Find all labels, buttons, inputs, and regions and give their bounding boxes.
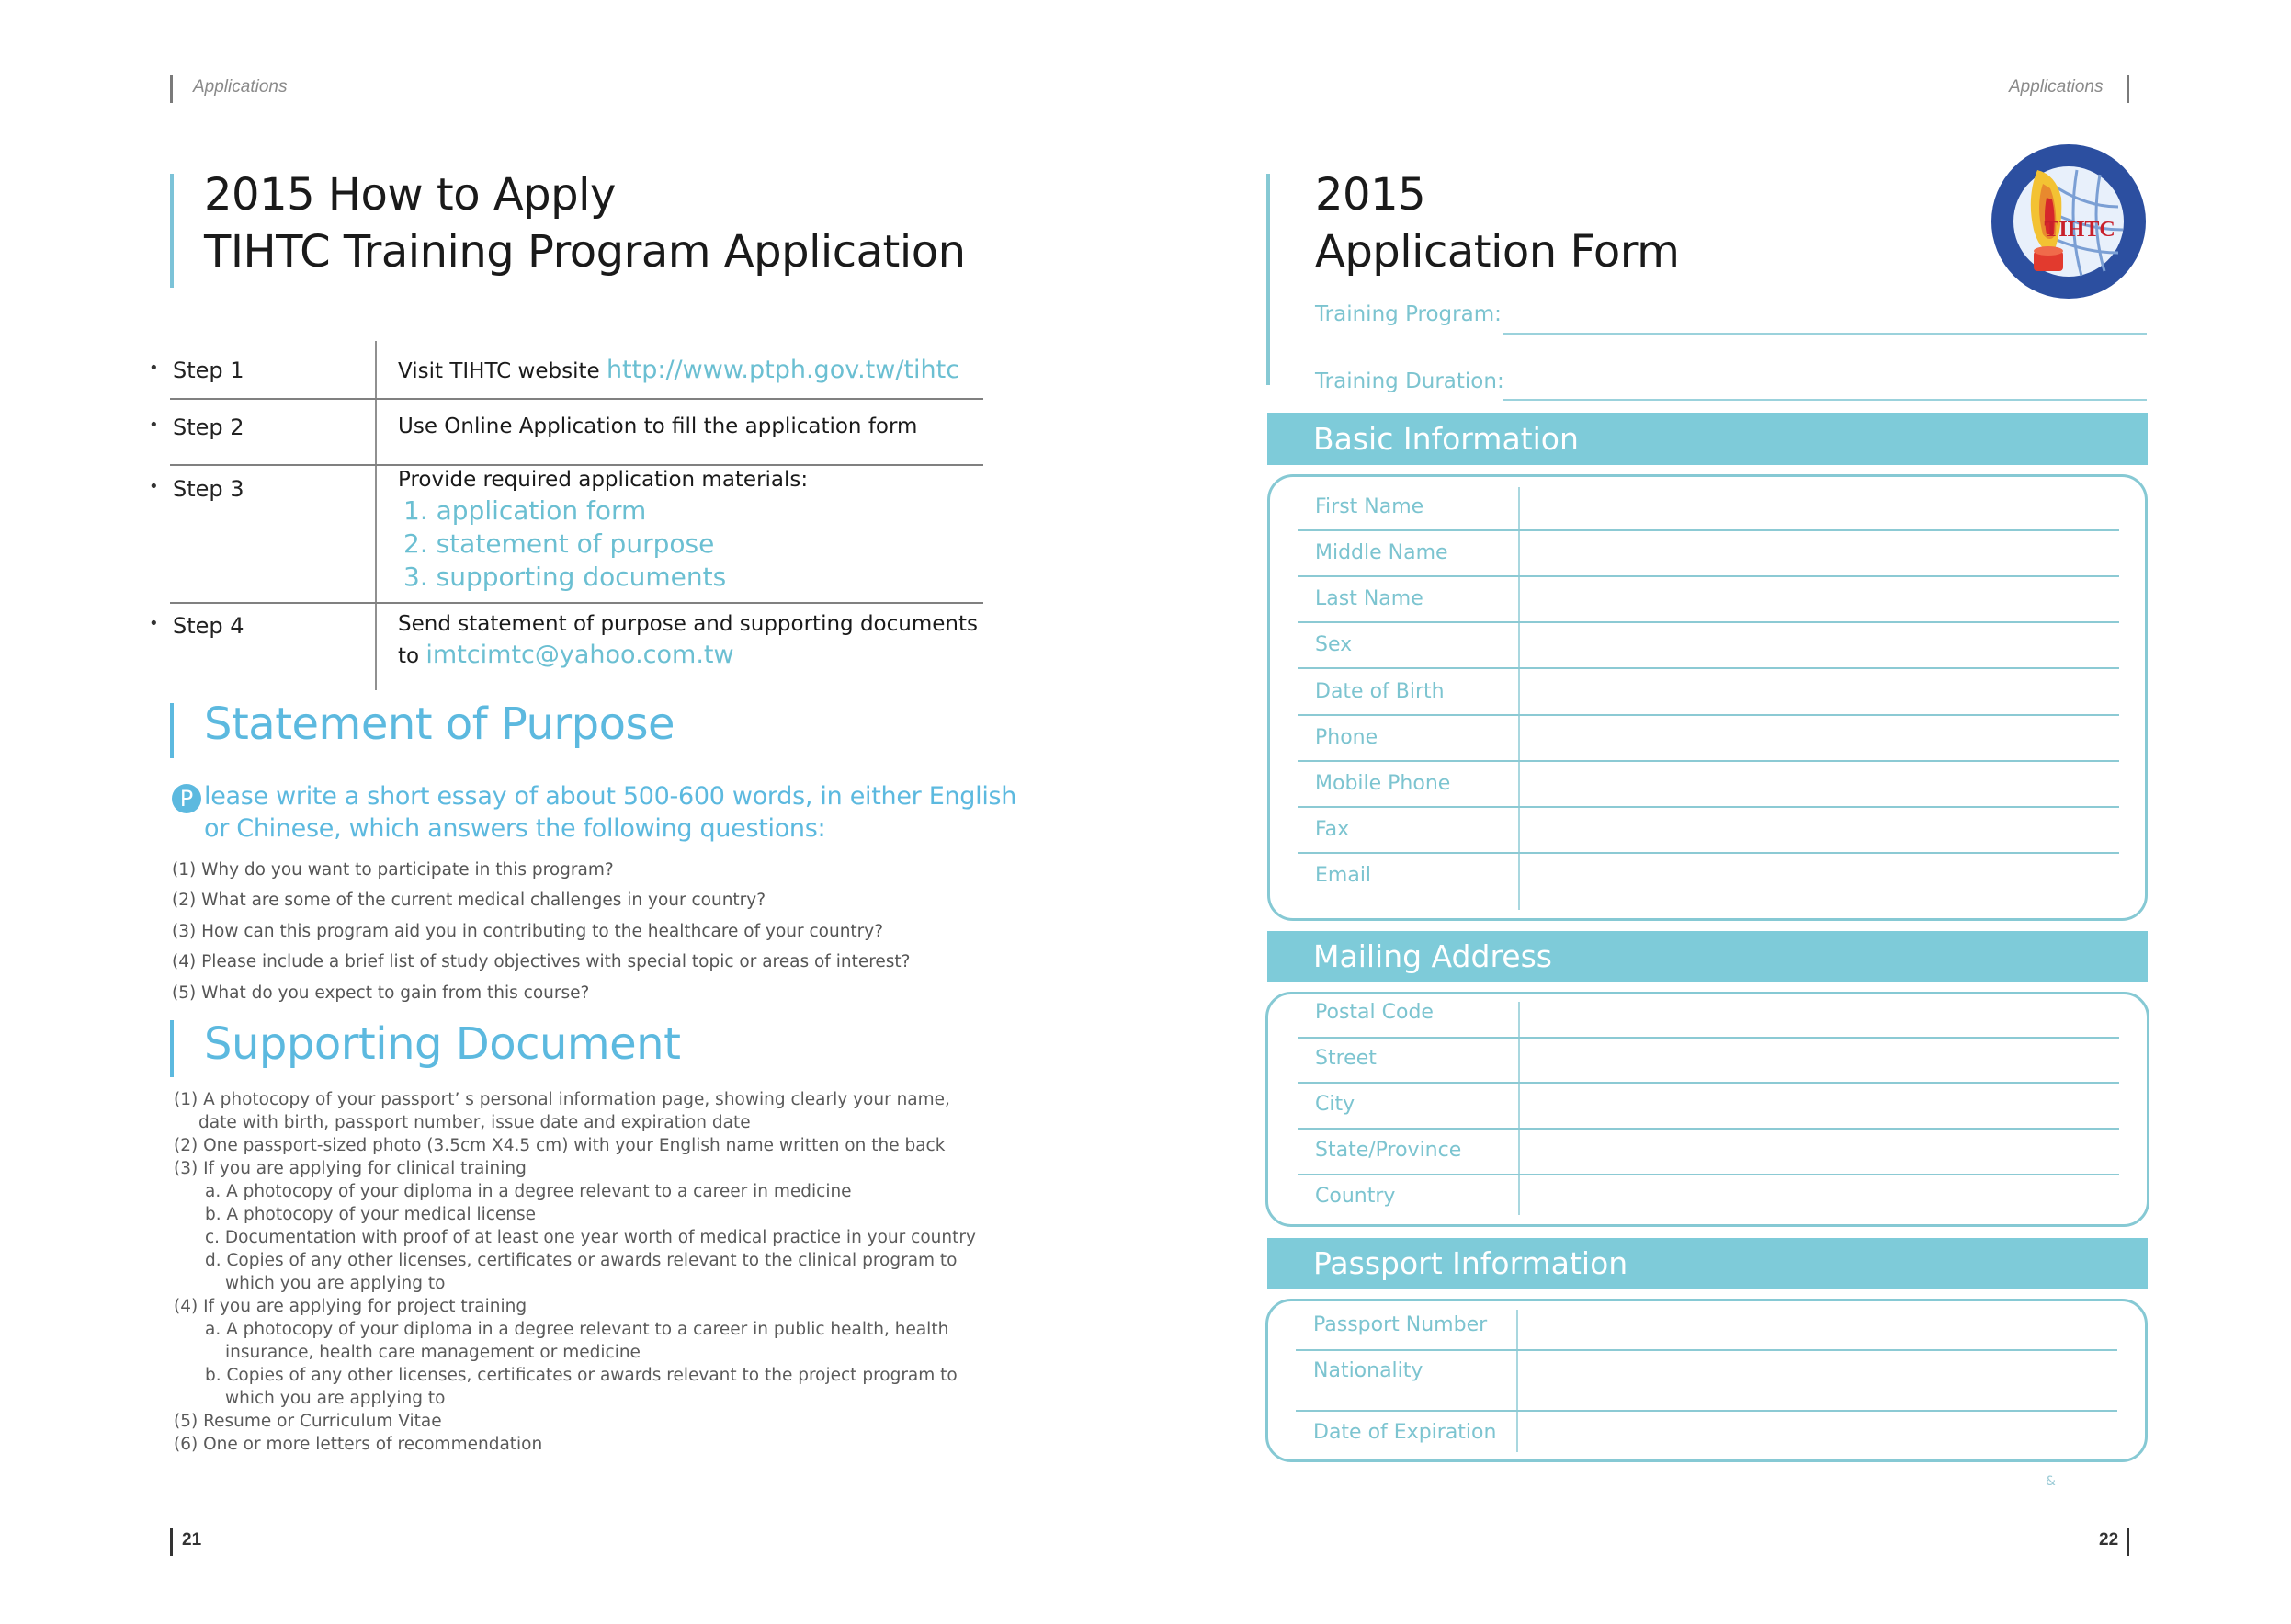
supporting-subitem: c. Documentation with proof of at least one year worth of medical practice in your country [205,1228,976,1247]
supporting-subitem: b. Copies of any other licenses, certificates or awards relevant to the project program to [205,1366,958,1385]
step-label: Step 2 [173,415,244,440]
page-title-line2: TIHTC Training Program Application [204,226,966,278]
field-input-phone[interactable] [1298,760,2119,762]
question-item: (1) Why do you want to participate in this program? [172,860,614,880]
question-item: (4) Please include a brief list of study objectives with special topic or areas of interest? [172,952,911,971]
field-input-fax[interactable] [1298,852,2119,854]
field-input-state-province[interactable] [1298,1174,2119,1175]
training-duration-input[interactable] [1503,399,2147,401]
email-link[interactable]: imtcimtc@yahoo.com.tw [425,641,734,669]
field-input-street[interactable] [1298,1082,2119,1084]
step-text-line2 [398,641,734,669]
form-title-year: 2015 [1315,169,1426,221]
field-label-date-of-birth: Date of Birth [1315,680,1445,703]
supporting-subitem: a. A photocopy of your diploma in a degree relevant to a career in medicine [205,1182,852,1201]
step-text: Provide required application materials: [398,468,809,492]
question-item: (5) What do you expect to gain from this course? [172,983,590,1003]
bullet-icon: • [149,415,159,435]
page-number-rule-left [170,1528,173,1556]
steps-row-divider [170,464,983,466]
field-label-postal-code: Postal Code [1315,1001,1434,1024]
field-input-first-name[interactable] [1298,529,2119,531]
field-input-last-name[interactable] [1298,621,2119,623]
section-accent-bar [170,1020,174,1077]
question-item: (3) How can this program aid you in contributing to the healthcare of your country? [172,922,884,941]
field-input-country[interactable] [1525,1180,2114,1217]
supporting-subitem: d. Copies of any other licenses, certificates or awards relevant to the clinical program to [205,1251,958,1270]
running-header-left: Applications [193,77,288,97]
footnote-mark: & [2046,1474,2056,1489]
field-label-city: City [1315,1093,1355,1116]
step-label: Step 3 [173,476,244,502]
question-item: (2) What are some of the current medical challenges in your country? [172,891,766,910]
field-input-city[interactable] [1298,1128,2119,1130]
field-column-divider [1516,1310,1518,1452]
title-accent-bar-left [170,174,174,288]
field-input-passport-number[interactable] [1296,1349,2117,1351]
bullet-icon: • [149,358,159,378]
field-label-nationality: Nationality [1313,1359,1423,1382]
section-banner-passport-info: Passport Information [1267,1238,2148,1289]
supporting-subitem: b. A photocopy of your medical license [205,1205,537,1224]
statement-intro-line2: or Chinese, which answers the following questions: [204,814,826,843]
field-label-email: Email [1315,864,1372,887]
field-input-date-of-expiration[interactable] [1525,1416,2114,1451]
field-input-mobile-phone[interactable] [1298,806,2119,808]
training-program-label: Training Program: [1315,302,1502,326]
section-banner-basic-info: Basic Information [1267,413,2148,465]
steps-row-divider [170,602,983,604]
field-label-street: Street [1315,1047,1377,1070]
supporting-item: (6) One or more letters of recommendation [174,1435,543,1454]
field-label-sex: Sex [1315,633,1353,656]
header-rule-left [170,75,173,103]
steps-column-divider [375,341,377,690]
field-label-passport-number: Passport Number [1313,1313,1488,1336]
bullet-icon: • [149,477,159,496]
supporting-subitem: which you are applying to [225,1389,446,1408]
step-text: Send statement of purpose and supporting documents [398,612,978,636]
field-label-first-name: First Name [1315,495,1424,518]
step-label: Step 1 [173,358,244,383]
supporting-item: (3) If you are applying for clinical training [174,1159,527,1178]
step-label: Step 4 [173,613,244,639]
drop-cap-badge: P [172,784,201,813]
step-text: Use Online Application to fill the application form [398,415,918,438]
header-rule-right [2127,75,2129,103]
field-input-middle-name[interactable] [1298,575,2119,577]
page-number-left: 21 [182,1530,202,1550]
material-item: 2. statement of purpose [403,528,715,559]
steps-row-divider [170,398,983,400]
statement-heading: Statement of Purpose [204,698,675,750]
supporting-item: (5) Resume or Curriculum Vitae [174,1412,442,1431]
material-item: 1. application form [403,495,647,526]
supporting-item: (2) One passport-sized photo (3.5cm X4.5 cm) with your English name written on the back [174,1136,946,1155]
training-program-input[interactable] [1503,333,2147,335]
field-column-divider [1518,487,1520,910]
field-input-date-of-birth[interactable] [1298,714,2119,716]
supporting-subitem: a. A photocopy of your diploma in a degree relevant to a career in public health, health [205,1320,949,1339]
field-label-date-of-expiration: Date of Expiration [1313,1421,1497,1444]
step-text-prefix: Visit TIHTC website [398,359,607,383]
field-label-last-name: Last Name [1315,587,1423,610]
logo-center-text: TIHTC [2044,218,2115,242]
field-label-phone: Phone [1315,726,1378,749]
supporting-item: (1) A photocopy of your passport’ s personal information page, showing clearly your name, [174,1090,950,1109]
field-column-divider [1518,1002,1520,1215]
page-number-rule-right [2127,1528,2129,1556]
page-number-right: 22 [2099,1530,2119,1550]
field-input-nationality[interactable] [1296,1410,2117,1412]
statement-intro-line1: lease write a short essay of about 500-600 words, in either English [204,782,1017,811]
section-accent-bar [170,703,174,758]
field-label-mobile-phone: Mobile Phone [1315,772,1451,795]
field-input-email[interactable] [1525,859,2114,896]
field-label-state-province: State/Province [1315,1139,1462,1162]
supporting-subitem: which you are applying to [225,1274,446,1293]
field-label-country: Country [1315,1185,1396,1208]
field-label-fax: Fax [1315,818,1350,841]
supporting-item: date with birth, passport number, issue date and expiration date [198,1113,751,1132]
material-item: 3. supporting documents [403,562,727,592]
training-duration-label: Training Duration: [1315,369,1504,393]
title-accent-bar-right [1266,174,1270,385]
supporting-subitem: insurance, health care management or medicine [225,1343,641,1362]
field-label-middle-name: Middle Name [1315,541,1448,564]
field-input-postal-code[interactable] [1298,1037,2119,1039]
form-title: Application Form [1315,226,1680,278]
supporting-heading: Supporting Document [204,1018,681,1070]
running-header-right: Applications [2009,77,2104,97]
supporting-item: (4) If you are applying for project training [174,1297,527,1316]
website-link[interactable]: http://www.ptph.gov.tw/tihtc [606,356,960,384]
tihtc-logo-icon [1990,142,2148,301]
field-input-sex[interactable] [1298,667,2119,669]
section-banner-mailing-address: Mailing Address [1267,931,2148,982]
page-title-line1: 2015 How to Apply [204,169,616,221]
step-text [398,356,959,384]
bullet-icon: • [149,614,159,633]
step-text-prefix: to [398,644,426,668]
